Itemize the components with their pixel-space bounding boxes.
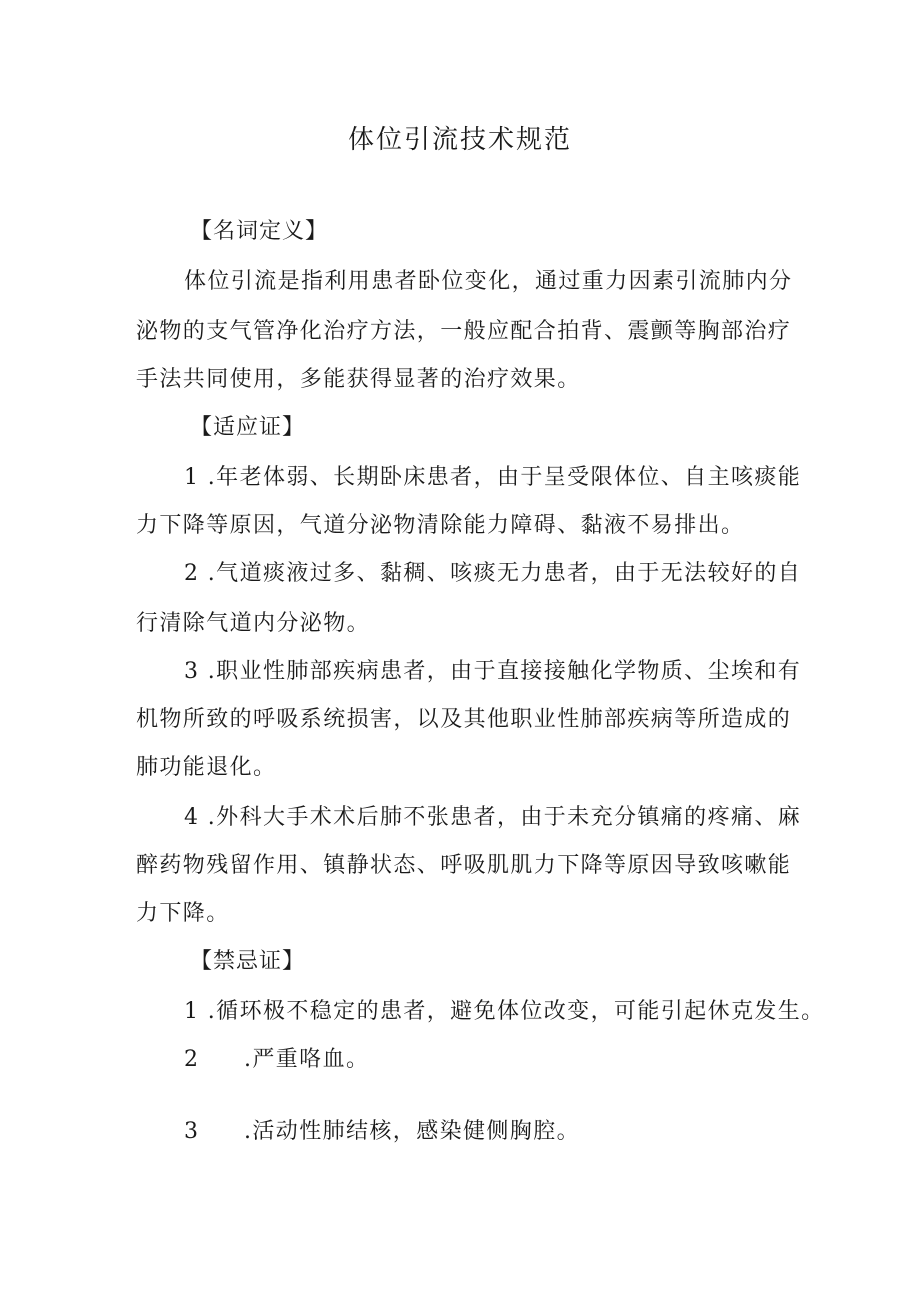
definition-line: 泌物的支气管净化治疗方法，一般应配合拍背、震颤等胸部治疗 — [136, 319, 792, 344]
definition-line: 手法共同使用，多能获得显著的治疗效果。 — [136, 367, 581, 392]
indication-item-3-line: 肺功能退化。 — [136, 755, 277, 780]
indication-item-1-line: 力下降等原因，气道分泌物清除能力障碍、黏液不易排出。 — [136, 513, 745, 538]
definition-line: 体位引流是指利用患者卧位变化，通过重力因素引流肺内分 — [184, 269, 793, 294]
contraindication-text: .活动性肺结核，感染健侧胸腔。 — [244, 1119, 580, 1144]
contraindications-heading: 【禁忌证】 — [190, 949, 306, 974]
document-title: 体位引流技术规范 — [347, 125, 572, 155]
contraindication-item-2 — [184, 1040, 796, 1080]
contraindication-text: .严重咯血。 — [244, 1047, 370, 1072]
indication-item-2-line: 2 .气道痰液过多、黏稠、咳痰无力患者，由于无法较好的自 — [184, 561, 802, 586]
indication-item-4-line: 4 .外科大手术术后肺不张患者，由于未充分镇痛的疼痛、麻 — [184, 805, 802, 830]
indications-heading: 【适应证】 — [190, 415, 306, 440]
indication-item-1-line: 1 .年老体弱、长期卧床患者，由于呈受限体位、自主咳痰能 — [184, 465, 802, 490]
indication-item-4-line: 醉药物残留作用、镇静状态、呼吸肌肌力下降等原因导致咳嗽能 — [136, 853, 792, 878]
indication-item-2-line: 行清除气道内分泌物。 — [136, 611, 371, 636]
indication-item-4-line: 力下降。 — [136, 901, 230, 926]
contraindication-number: 3 — [184, 1119, 200, 1144]
contraindication-number: 2 — [184, 1047, 200, 1072]
indication-item-3-line: 3 .职业性肺部疾病患者，由于直接接触化学物质、尘埃和有 — [184, 659, 802, 684]
contraindication-item-3 — [184, 1112, 796, 1152]
indication-item-3-line: 机物所致的呼吸系统损害，以及其他职业性肺部疾病等所造成的 — [136, 707, 792, 732]
definition-heading: 【名词定义】 — [190, 219, 329, 244]
contraindication-item-1: 1 .循环极不稳定的患者，避免体位改变，可能引起休克发生。 — [184, 999, 825, 1024]
